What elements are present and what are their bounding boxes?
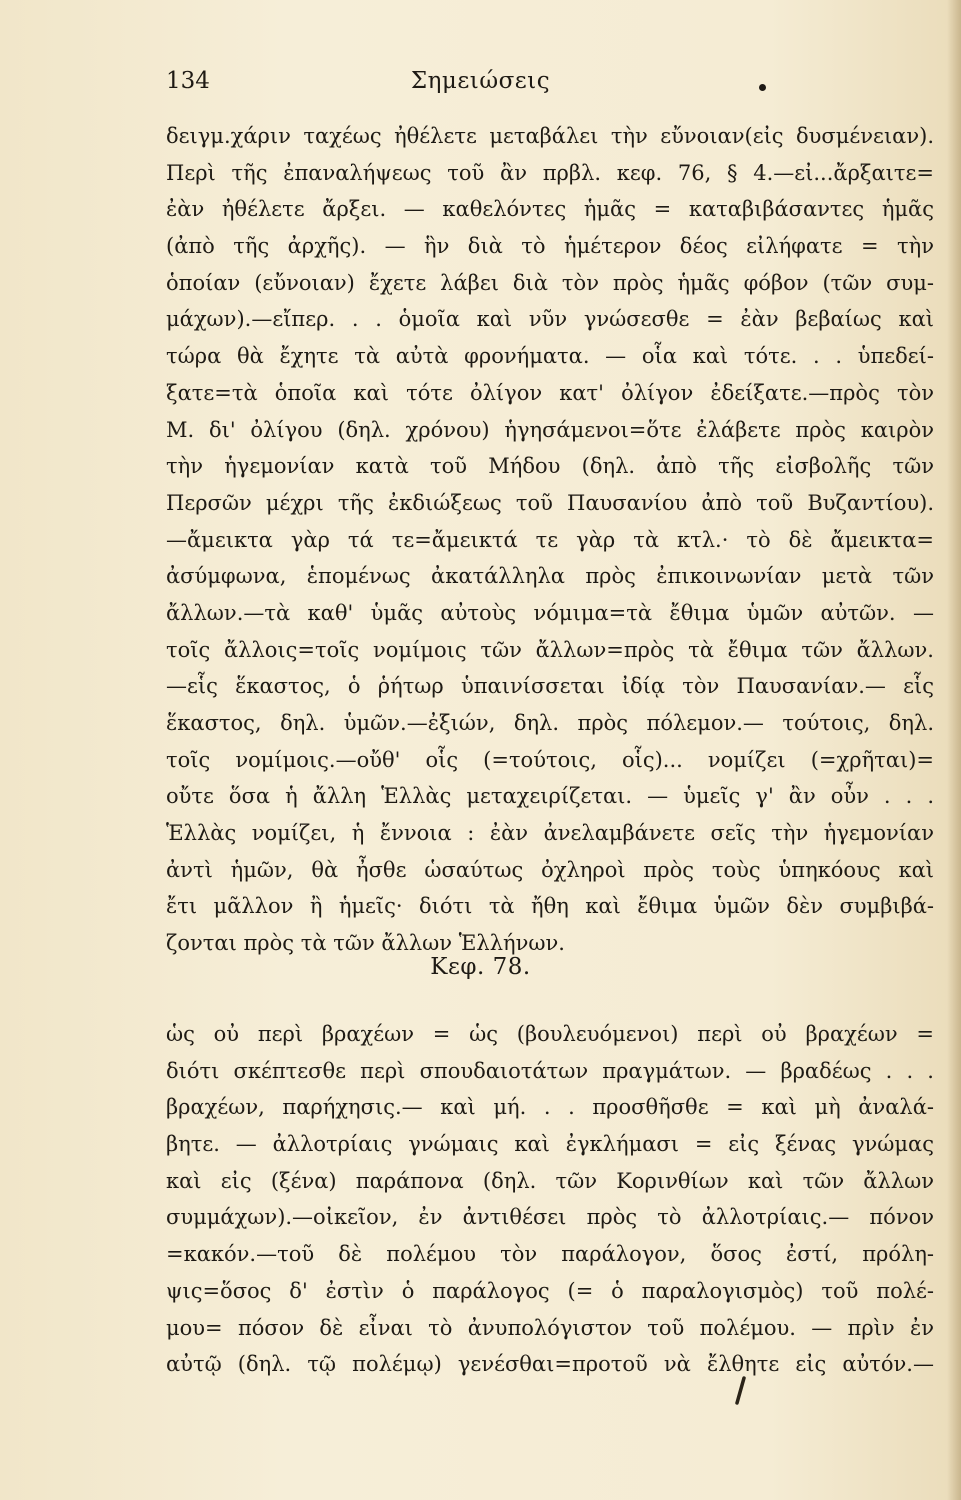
- text-line: ἐὰν ἠθέλετε ἄρξει. — καθελόντες ἡμᾶς = καταβιβάσαντες ἡμᾶς: [166, 197, 934, 222]
- text-line: βραχέων, παρήχησις.— καὶ μή. . . προσθῆσθε = καὶ μὴ ἀναλά-: [166, 1095, 934, 1120]
- text-line: ἀσύμφωνα, ἑπομένως ἀκατάλληλα πρὸς ἐπικοινωνίαν μετὰ τῶν: [166, 564, 934, 589]
- text-line: τώρα θὰ ἔχητε τὰ αὐτὰ φρονήματα. — οἷα καὶ τότε. . . ὑπεδεί-: [166, 344, 934, 369]
- ink-smudge-mark: [732, 1376, 750, 1406]
- text-line: ὁποίαν (εὔνοιαν) ἔχετε λάβει διὰ τὸν πρὸς ἡμᾶς φόβον (τῶν συμ-: [166, 270, 934, 295]
- notes-paragraph-2: [166, 1016, 934, 1383]
- text-line: συμμάχων).—οἰκεῖον, ἐν ἀντιθέσει πρὸς τὸ ἀλλοτρίαις.— πόνον: [166, 1205, 934, 1230]
- printer-dot-mark: [759, 84, 766, 91]
- text-line: Μ. δι' ὀλίγου (δηλ. χρόνου) ἡγησάμενοι=ὅτε ἐλάβετε πρὸς καιρὸν: [166, 417, 934, 442]
- page-number: 134: [166, 68, 210, 94]
- text-line: ψις=ὅσος δ' ἐστὶν ὁ παράλογος (= ὁ παραλογισμὸς) τοῦ πολέ-: [166, 1278, 934, 1303]
- text-line: ξατε=τὰ ὁποῖα καὶ τότε ὀλίγον κατ' ὀλίγον ἐδείξατε.—πρὸς τὸν: [166, 380, 934, 405]
- text-line: τοῖς ἄλλοις=τοῖς νομίμοις τῶν ἄλλων=πρὸς τὰ ἔθιμα τῶν ἄλλων.: [166, 637, 934, 662]
- text-line: αὐτῷ (δηλ. τῷ πολέμῳ) γενέσθαι=προτοῦ νὰ ἔλθητε εἰς αὐτόν.—: [166, 1352, 934, 1377]
- text-line: Ἑλλὰς νομίζει, ἡ ἔννοια : ἐὰν ἀνελαμβάνετε σεῖς τὴν ἡγεμονίαν: [166, 821, 934, 846]
- page-header: [0, 68, 961, 104]
- text-line: τοῖς νομίμοις.—οὔθ' οἷς (=τούτοις, οἷς)... νομίζει (=χρῆται)=: [166, 747, 934, 772]
- text-line: ὡς οὐ περὶ βραχέων = ὡς (βουλευόμενοι) περὶ οὐ βραχέων =: [166, 1022, 934, 1046]
- text-line: καὶ εἰς (ξένα) παράπονα (δηλ. τῶν Κορινθίων καὶ τῶν ἄλλων: [166, 1168, 934, 1193]
- text-line: ἔτι μᾶλλον ἢ ἡμεῖς· διότι τὰ ἤθη καὶ ἔθιμα ὑμῶν δὲν συμβιβά-: [166, 894, 934, 919]
- text-line: βητε. — ἀλλοτρίαις γνώμαις καὶ ἐγκλήμασι = εἰς ξένας γνώμας: [166, 1132, 934, 1157]
- text-line: οὔτε ὅσα ἡ ἄλλη Ἑλλὰς μεταχειρίζεται. — ὑμεῖς γ' ἂν οὖν . . .: [166, 784, 934, 809]
- text-line: δειγμ.χάριν ταχέως ἠθέλετε μεταβάλει τὴν εὔνοιαν(εἰς δυσμένειαν).: [166, 124, 934, 148]
- text-line: (ἀπὸ τῆς ἀρχῆς). — ἣν διὰ τὸ ἡμέτερον δέος εἰλήφατε = τὴν: [166, 234, 934, 259]
- running-title: Σημειώσεις: [410, 68, 551, 94]
- text-line: μάχων).—εἴπερ. . . ὁμοῖα καὶ νῦν γνώσεσθε = ἐὰν βεβαίως καὶ: [166, 307, 934, 332]
- text-line: τὴν ἡγεμονίαν κατὰ τοῦ Μήδου (δηλ. ἀπὸ τῆς εἰσβολῆς τῶν: [166, 454, 934, 479]
- text-line: Περσῶν μέχρι τῆς ἐκδιώξεως τοῦ Παυσανίου ἀπὸ τοῦ Βυζαντίου).: [166, 490, 934, 515]
- text-line: ἀντὶ ἡμῶν, θὰ ἦσθε ὡσαύτως ὀχληροὶ πρὸς τοὺς ὑπηκόους καὶ: [166, 857, 934, 882]
- section-heading: Κεφ. 78.: [430, 954, 531, 980]
- text-line: διότι σκέπτεσθε περὶ σπουδαιοτάτων πραγμάτων. — βραδέως . . .: [166, 1058, 934, 1083]
- text-line: =κακόν.—τοῦ δὲ πολέμου τὸν παράλογον, ὅσος ἐστί, πρόλη-: [166, 1242, 934, 1267]
- text-line: —ἄμεικτα γὰρ τά τε=ἄμεικτά τε γὰρ τὰ κτλ.· τὸ δὲ ἄμεικτα=: [166, 527, 934, 552]
- text-line: ἄλλων.—τὰ καθ' ὑμᾶς αὐτοὺς νόμιμα=τὰ ἔθιμα ὑμῶν αὐτῶν. —: [166, 600, 934, 625]
- text-line: μου= πόσον δὲ εἶναι τὸ ἀνυπολόγιστον τοῦ πολέμου. — πρὶν ἐν: [166, 1315, 934, 1340]
- text-line: Περὶ τῆς ἐπαναλήψεως τοῦ ἂν πρβλ. κεφ. 76, § 4.—εἰ...ἄρξαιτε=: [166, 160, 934, 185]
- text-line: ζονται πρὸς τὰ τῶν ἄλλων Ἑλλήνων.: [166, 931, 565, 956]
- text-line: ἕκαστος, δηλ. ὑμῶν.—ἐξιών, δηλ. πρὸς πόλεμον.— τούτοις, δηλ.: [166, 711, 934, 735]
- text-line: —εἷς ἕκαστος, ὁ ῥήτωρ ὑπαινίσσεται ἰδίᾳ τὸν Παυσανίαν.— εἷς: [166, 674, 934, 699]
- page-edge-shadow: [947, 0, 961, 1500]
- notes-paragraph-1: [166, 118, 934, 962]
